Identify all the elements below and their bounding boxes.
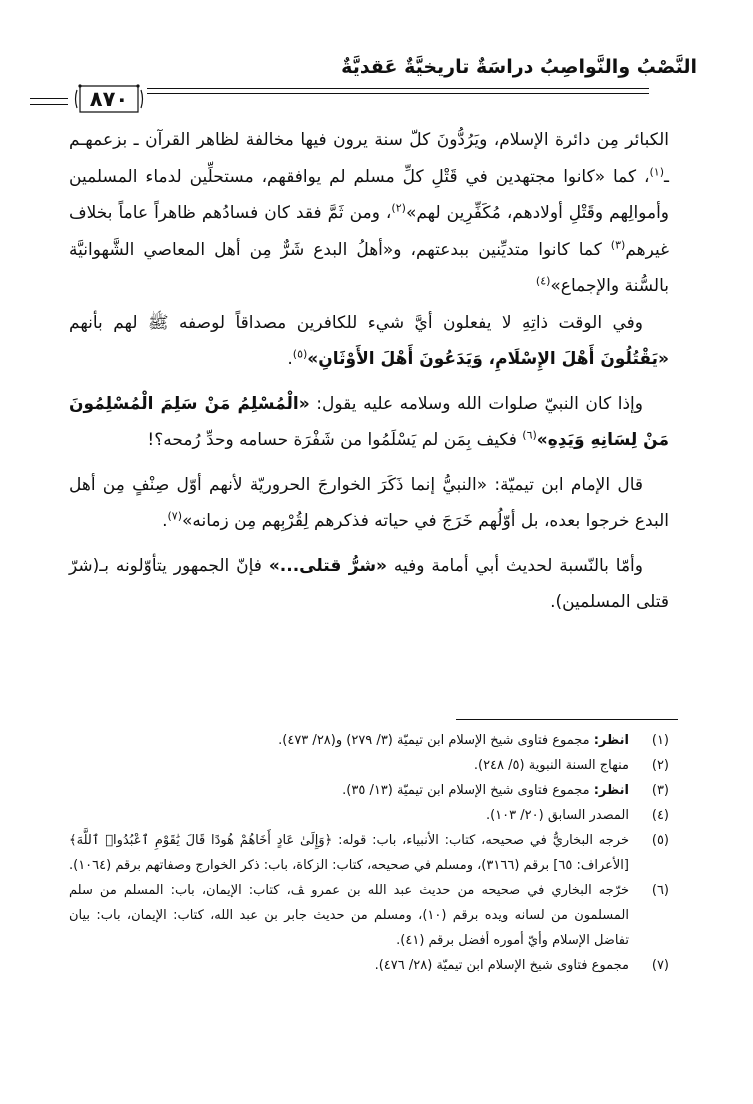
footnote-number: (١): [651, 733, 669, 748]
footnote-ref: (٤): [535, 274, 551, 288]
page-number: ٨٧٠: [89, 87, 129, 111]
page-number-rule-thin: [30, 104, 68, 105]
hadith-quote: «شرُّ قتلى...»: [268, 555, 388, 576]
footnote-number: (٥): [651, 833, 669, 848]
footnotes: [69, 728, 669, 978]
paragraph-3: وإذا كان النبيّ صلوات الله وسلامه عليه يقول: «الْمُسْلِمُ مَنْ سَلِمَ الْمُسْلِمُونَ مَنْ لِسَانِهِ وَيَدِهِ»$^{(٦)}$ فكيف بِمَن لم يَسْلَمُوا من شَفْرَة حسامه وحدِّ رُمحه؟!: [69, 393, 669, 450]
paragraph-1: الكبائر مِن دائرة الإسلام، ويَرُدُّونَ كلّ سنة يرون فيها مخالفة لظاهر القرآن ـ بزعمهـم ـ$^{(١)}$، كما «كانوا مجتهدين في قَتْلِ كلِّ مسلم لم يوافقهم، مستحلِّين لدماء المسلمين وأموالِهم وقَتْلِ أولادهم، مُكَفِّرِين لهم»$^{(٢)}$، ومن ثَمَّ فقد كان فسادُهم ظاهراً عاماً بخلاف غيرهم$^{(٣)}$ كما كانوا متديِّنين ببدعتهم، و«أهلُ البدع شَرٌّ مِن أهل المعاصي الشَّهوانيَّة بالسُّنة والإجماع»$^{(٤)}$: [69, 130, 670, 296]
footnote-item: (٣) انظر: مجموع فتاوى شيخ الإسلام ابن تيميّة (١٣/ ٣٥).: [69, 778, 669, 803]
header-rule: [147, 88, 649, 89]
body-text: [69, 122, 669, 621]
running-title: النَّصْبُ والنَّواصِبُ دراسَةٌ تاريخيَّةٌ عَقديَّةٌ: [341, 56, 697, 78]
footnote-item: (٢) منهاج السنة النبوية (٥/ ٢٤٨).: [69, 753, 669, 778]
paragraph-5: وأمّا بالنّسبة لحديث أبي أمامة وفيه «شرُّ قتلى...» فإنّ الجمهور يتأوّلونه بـ(شرّ قتلى المسلمين).: [69, 555, 669, 612]
footnote-number: (٤): [651, 808, 669, 823]
page-number-rule: [30, 98, 68, 99]
footnote-item: (٦) خرّجه البخاري في صحيحه من حديث عبد الله بن عمرو ﭫ، كتاب: الإيمان، باب: المسلم من سلم المسلمون من لسانه ويده برقم (١٠)، ومسلم من حديث جابر بن عبد الله، كتاب: الإيمان، باب: بيان تفاضل الإسلام وأيّ أموره أفضل برقم (٤١).: [69, 878, 669, 953]
footnote-separator: [456, 719, 678, 720]
footnote-number: (٢): [651, 758, 669, 773]
page-number-frame: [74, 84, 144, 114]
header-rule-thin: [147, 93, 649, 94]
footnote-ref: (٣): [610, 237, 626, 251]
paragraph-4: قال الإمام ابن تيميّة: «النبيُّ إنما ذَكَرَ الخوارجَ الحروريّة لأنهم أوّل صِنْفٍ مِن أهل البدع خرجوا بعده، بل أوّلُهم خَرَجَ في حياته فذكرهم لِقُرْبِهم مِن زمانه»$^{(٧)}$.: [69, 474, 669, 531]
footnote-ref: (٢): [391, 201, 406, 215]
footnote-item: (٤) المصدر السابق (٢٠/ ١٠٣).: [69, 803, 669, 828]
footnote-number: (٧): [651, 958, 669, 973]
hadith-quote: «يَقْتُلُونَ أَهْلَ الإِسْلَامِ، وَيَدَعُونَ أَهْلَ الأَوْثَانِ»: [307, 349, 669, 369]
footnote-ref: (٥): [292, 347, 308, 361]
footnote-item: (١) انظر: مجموع فتاوى شيخ الإسلام ابن تيميّة (٣/ ٢٧٩) و(٢٨/ ٤٧٣).: [69, 728, 669, 753]
footnote-ref: (١): [649, 164, 665, 178]
paragraph-2: وفي الوقت ذاتِهِ لا يفعلون أيَّ شيء للكافرين مصداقاً لوصفه ﷺ لهم بأنهم «يَقْتُلُونَ أَهْلَ الإِسْلَامِ، وَيَدَعُونَ أَهْلَ الأَوْثَانِ»$^{(٥)}$.: [69, 312, 669, 369]
footnote-item: (٧) مجموع فتاوى شيخ الإسلام ابن تيميّة (٢٨/ ٤٧٦).: [69, 953, 669, 978]
footnote-item: (٥) خرجه البخاريُّ في صحيحه، كتاب: الأنبياء، باب: قوله: ﴿وَإِلَىٰ عَادٍ أَخَاهُمْ هُودًا قَالَ يَٰقَوْمِ ٱعْبُدُوا۟ ٱللَّهَ﴾ [الأعراف: ٦٥] برقم (٣١٦٦)، ومسلم في صحيحه، كتاب: الزكاة، باب: ذكر الخوارج وصفاتهم برقم (١٠٦٤).: [69, 828, 669, 878]
footnote-number: (٦): [651, 883, 669, 898]
footnote-number: (٣): [651, 783, 669, 798]
footnote-ref: (٦): [522, 428, 537, 442]
footnote-ref: (٧): [167, 509, 182, 523]
hadith-quote: «الْمُسْلِمُ مَنْ سَلِمَ الْمُسْلِمُونَ مَنْ لِسَانِهِ وَيَدِهِ»: [69, 393, 669, 450]
